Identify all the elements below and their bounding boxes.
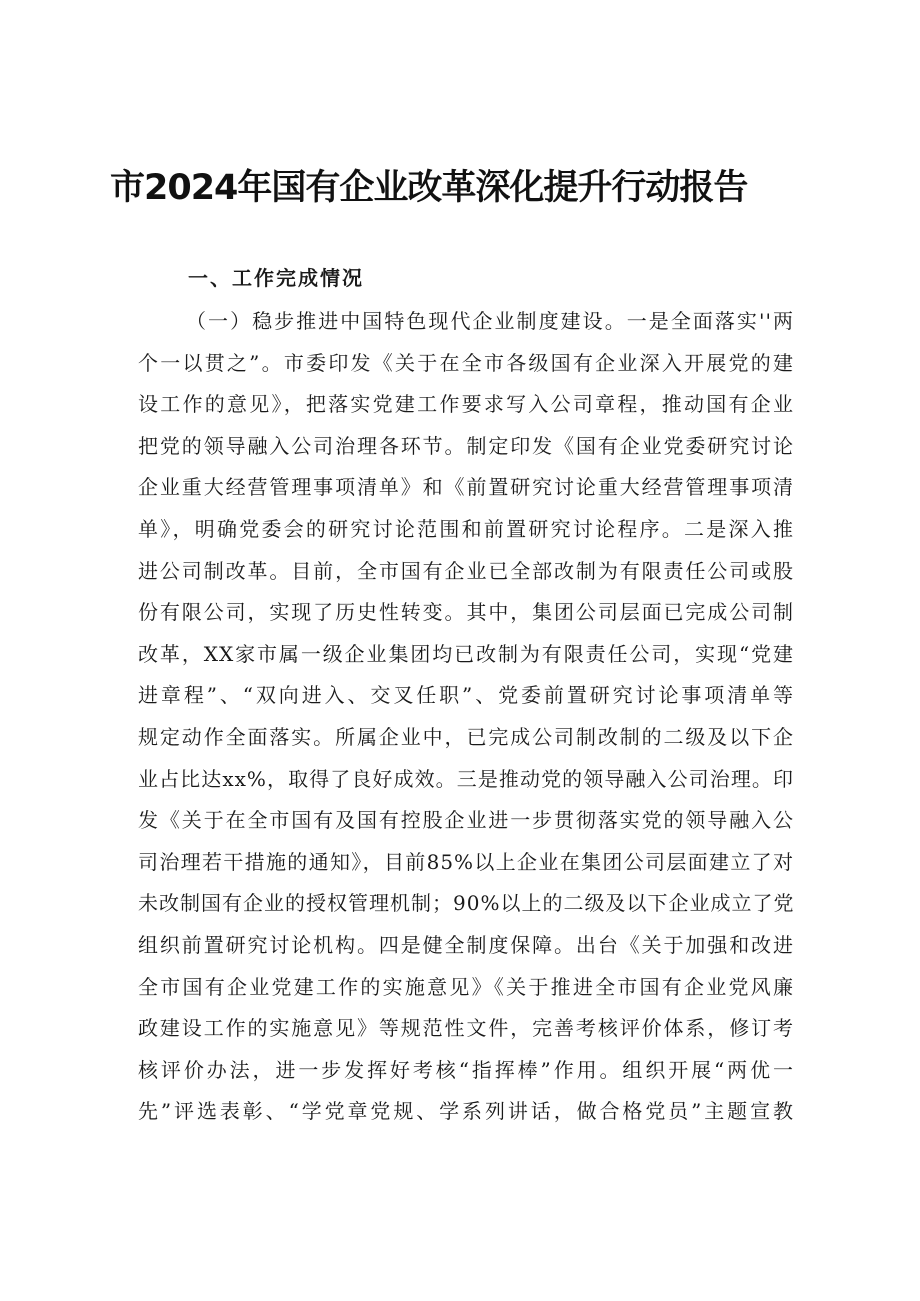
paragraph-line: 全市国有企业党建工作的实施意见》《关于推进全市国有企业党风廉 [138,974,794,999]
paragraph-line: 司治理若干措施的通知》，目前85%以上企业在集团公司层面建立了对 [138,849,794,874]
paragraph-line: （一）稳步推进中国特色现代企业制度建设。一是全面落实''两 [186,309,794,333]
paragraph-line: 发《关于在全市国有及国有控股企业进一步贯彻落实党的领导融入公 [138,808,794,833]
section-heading: 一、工作完成情况 [188,266,364,290]
paragraph-line: 进章程”、“双向进入、交叉任职”、党委前置研究讨论事项清单等 [138,683,794,708]
body-paragraph [138,301,794,1133]
paragraph-line: 单》，明确党委会的研究讨论范围和前置研究讨论程序。二是深入推 [138,516,794,541]
paragraph-line: 规定动作全面落实。所属企业中，已完成公司制改制的二级及以下企 [138,724,794,749]
paragraph-line: 政建设工作的实施意见》等规范性文件，完善考核评价体系，修订考 [138,1016,794,1041]
paragraph-line: 未改制国有企业的授权管理机制；90%以上的二级及以下企业成立了党 [138,891,794,916]
paragraph-line: 组织前置研究讨论机构。四是健全制度保障。出台《关于加强和改进 [138,932,794,957]
paragraph-line: 核评价办法，进一步发挥好考核“指挥棒”作用。组织开展“两优一 [138,1057,794,1082]
paragraph-line: 进公司制改革。目前，全市国有企业已全部改制为有限责任公司或股 [138,558,794,583]
paragraph-line: 改革，XX家市属一级企业集团均已改制为有限责任公司，实现“党建 [138,641,794,666]
paragraph-line: 设工作的意见》，把落实党建工作要求写入公司章程，推动国有企业 [138,392,794,417]
paragraph-line: 份有限公司，实现了历史性转变。其中，集团公司层面已完成公司制 [138,600,794,625]
paragraph-line: 企业重大经营管理事项清单》和《前置研究讨论重大经营管理事项清 [138,475,794,500]
paragraph-line: 业占比达xx%，取得了良好成效。三是推动党的领导融入公司治理。印 [138,766,794,791]
paragraph-line: 先”评选表彰、“学党章党规、学系列讲话，做合格党员”主题宣教 [138,1099,794,1124]
paragraph-line: 把党的领导融入公司治理各环节。制定印发《国有企业党委研究讨论 [138,433,794,458]
paragraph-line: 个一以贯之”。市委印发《关于在全市各级国有企业深入开展党的建 [138,350,794,375]
document-title: 市2024年国有企业改革深化提升行动报告 [110,168,748,208]
